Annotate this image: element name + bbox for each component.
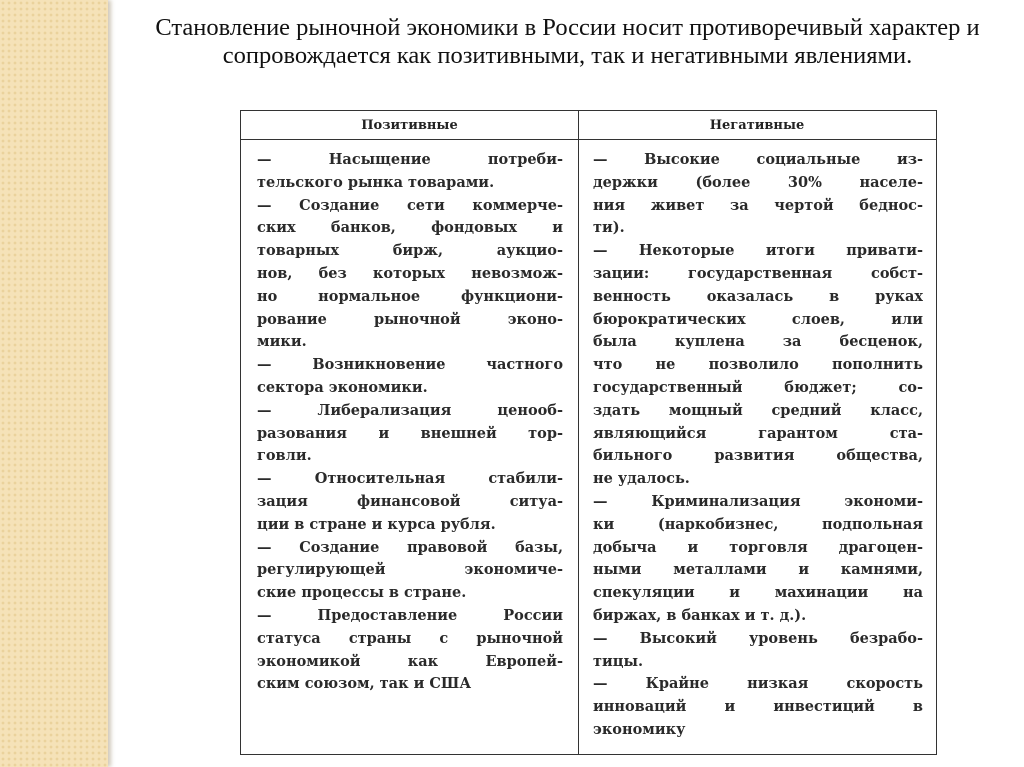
table-line: ния живет за чертой беднос- (593, 196, 923, 214)
table-line: государственный бюджет; со- (593, 378, 923, 396)
table-line: статуса страны с рыночной (257, 629, 563, 647)
header-negative: Негативные (578, 111, 936, 140)
positive-column (257, 149, 563, 696)
table-line: — Либерализация ценооб- (257, 401, 563, 419)
table-line: была куплена за бесценок, (593, 333, 923, 351)
table-line: — Возникновение частного (257, 356, 563, 374)
decorative-side-strip (0, 0, 108, 767)
table-line: ции в стране и курса рубля. (257, 515, 496, 533)
table-line: что не позволило пополнить (593, 356, 923, 374)
table-line: не удалось. (593, 470, 690, 488)
table-line: бюрократических слоев, или (593, 310, 923, 328)
comparison-table (240, 110, 937, 755)
table-line: — Некоторые итоги привати- (593, 242, 923, 260)
table-line: — Крайне низкая скорость (593, 675, 923, 693)
table-line: ские процессы в стране. (257, 584, 467, 602)
table-line: ским союзом, так и США (257, 675, 472, 693)
header-positive: Позитивные (241, 111, 578, 140)
table-line: — Высокий уровень безрабо- (593, 629, 923, 647)
table-line: — Насыщение потреби- (257, 151, 563, 168)
table-line: держки (более 30% населе- (593, 173, 923, 191)
table-line: — Криминализация экономи- (593, 492, 923, 510)
table-line: венность оказалась в руках (593, 287, 923, 305)
table-line: — Предоставление России (257, 606, 563, 624)
table-line: — Создание сети коммерче- (257, 196, 563, 214)
column-divider (578, 111, 579, 754)
table-line: но нормальное функциони- (257, 287, 563, 305)
table-line: экономику (593, 720, 686, 738)
table-line: сектора экономики. (257, 378, 428, 396)
table-line: спекуляции и махинации на (593, 584, 923, 602)
table-line: — Создание правовой базы, (257, 538, 563, 556)
slide-title: Становление рыночной экономики в России носит противоречивый характер и сопровождается как позитивными, так и негативными явлениями. (155, 14, 980, 69)
table-line: ными металлами и камнями, (593, 561, 923, 579)
table-line: тельского рынка товарами. (257, 173, 495, 191)
table-line: — Относительная стабили- (257, 470, 563, 488)
table-line: бильного развития общества, (593, 447, 923, 465)
table-line: являющийся гарантом ста- (593, 424, 923, 442)
table-line: экономикой как Европей- (257, 652, 563, 670)
table-line: добыча и торговля драгоцен- (593, 538, 923, 556)
table-line: инноваций и инвестиций в (593, 698, 923, 716)
negative-column (593, 149, 923, 742)
table-line: рование рыночной эконо- (257, 310, 563, 328)
table-line: — Высокие социальные из- (593, 151, 923, 168)
table-line: регулирующей экономиче- (257, 561, 563, 579)
table-line: ти). (593, 219, 625, 237)
table-line: ских банков, фондовых и (257, 219, 563, 237)
table-line: ки (наркобизнес, подпольная (593, 515, 923, 533)
table-line: зации: государственная собст- (593, 264, 923, 282)
table-line: говли. (257, 447, 312, 465)
table-line: мики. (257, 333, 307, 351)
table-line: товарных бирж, аукцио- (257, 242, 563, 260)
table-line: тицы. (593, 652, 644, 670)
table-line: нов, без которых невозмож- (257, 264, 563, 282)
table-line: биржах, в банках и т. д.). (593, 606, 807, 624)
table-line: здать мощный средний класс, (593, 401, 923, 419)
table-line: разования и внешней тор- (257, 424, 563, 442)
table-line: зация финансовой ситуа- (257, 492, 563, 510)
